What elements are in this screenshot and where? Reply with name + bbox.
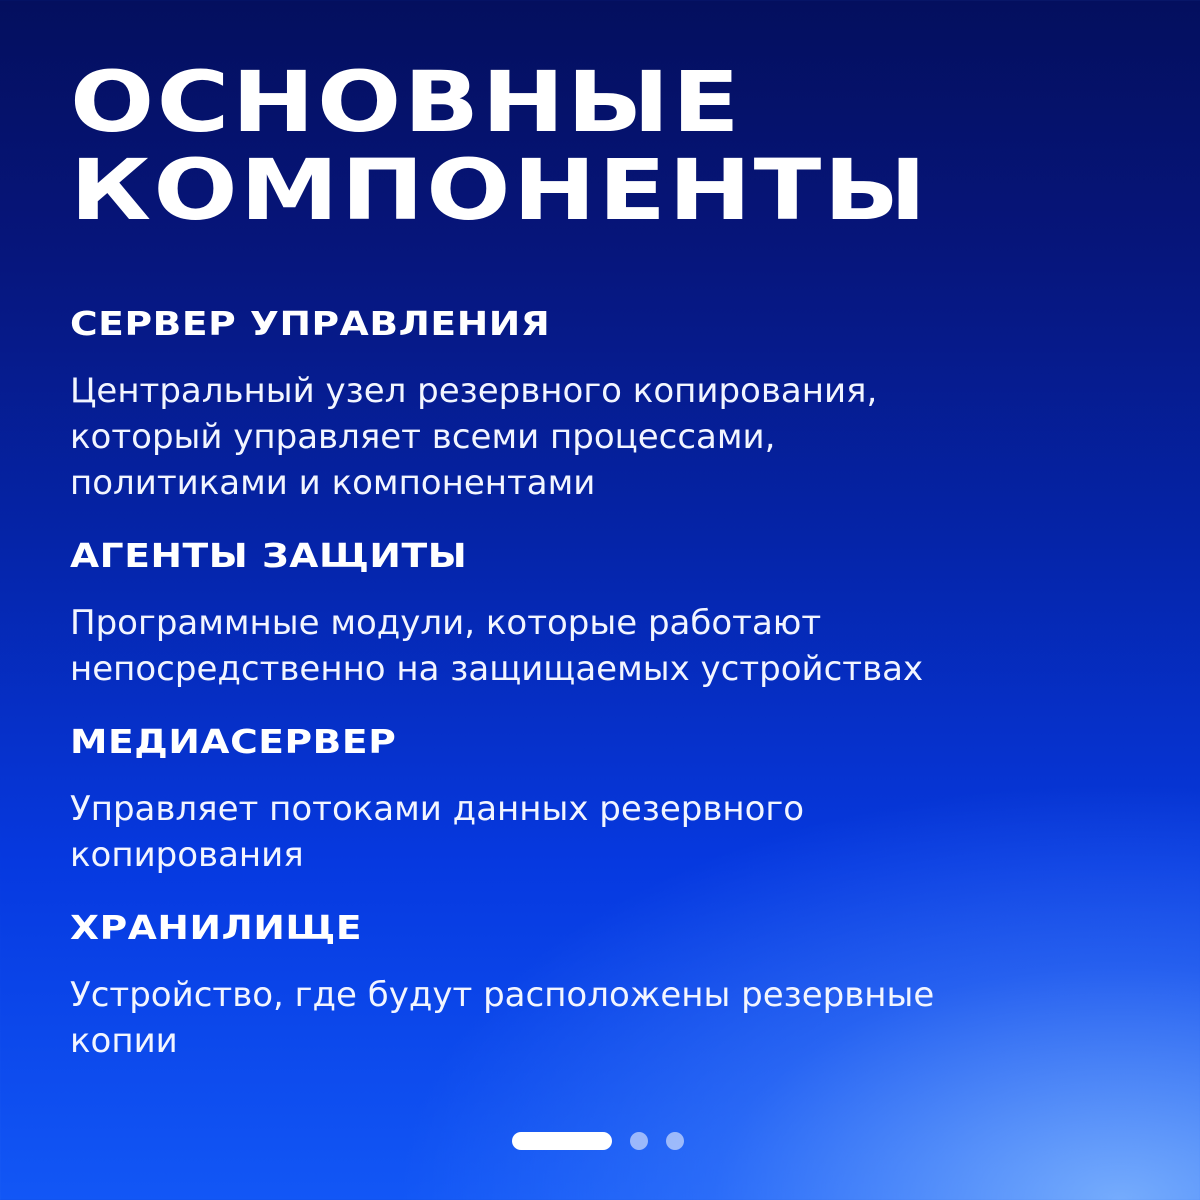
slide-content — [70, 53, 1130, 1064]
description-line: который управляет всеми процессами, — [70, 417, 776, 457]
section-heading: ХРАНИЛИЩЕ — [70, 908, 363, 947]
section-description — [70, 368, 1130, 506]
page-title-line-1: ОСНОВНЫЕ — [70, 53, 743, 151]
description-line: копирования — [70, 835, 304, 875]
description-line: копии — [70, 1021, 178, 1061]
description-line: Устройство, где будут расположены резервные — [70, 975, 935, 1015]
pagination-dot[interactable] — [630, 1132, 648, 1150]
section-heading: АГЕНТЫ ЗАЩИТЫ — [70, 536, 468, 575]
component-media-server — [70, 722, 1130, 878]
component-storage — [70, 908, 1130, 1064]
section-heading: МЕДИАСЕРВЕР — [70, 722, 397, 761]
section-description — [70, 972, 1130, 1064]
carousel-pagination — [512, 1132, 684, 1150]
section-description — [70, 600, 1130, 692]
section-heading: СЕРВЕР УПРАВЛЕНИЯ — [70, 304, 551, 343]
component-protection-agents — [70, 536, 1130, 692]
description-line: Программные модули, которые работают — [70, 603, 822, 643]
component-list — [70, 304, 1130, 1064]
pagination-dot-active[interactable] — [512, 1132, 612, 1150]
section-description — [70, 786, 1130, 878]
description-line: политиками и компонентами — [70, 463, 596, 503]
pagination-dot[interactable] — [666, 1132, 684, 1150]
page-title-line-2: КОМПОНЕНТЫ — [70, 141, 929, 239]
page-title — [70, 53, 1200, 239]
description-line: непосредственно на защищаемых устройствах — [70, 649, 924, 689]
component-management-server — [70, 304, 1130, 506]
description-line: Центральный узел резервного копирования, — [70, 371, 878, 411]
description-line: Управляет потоками данных резервного — [70, 789, 805, 829]
